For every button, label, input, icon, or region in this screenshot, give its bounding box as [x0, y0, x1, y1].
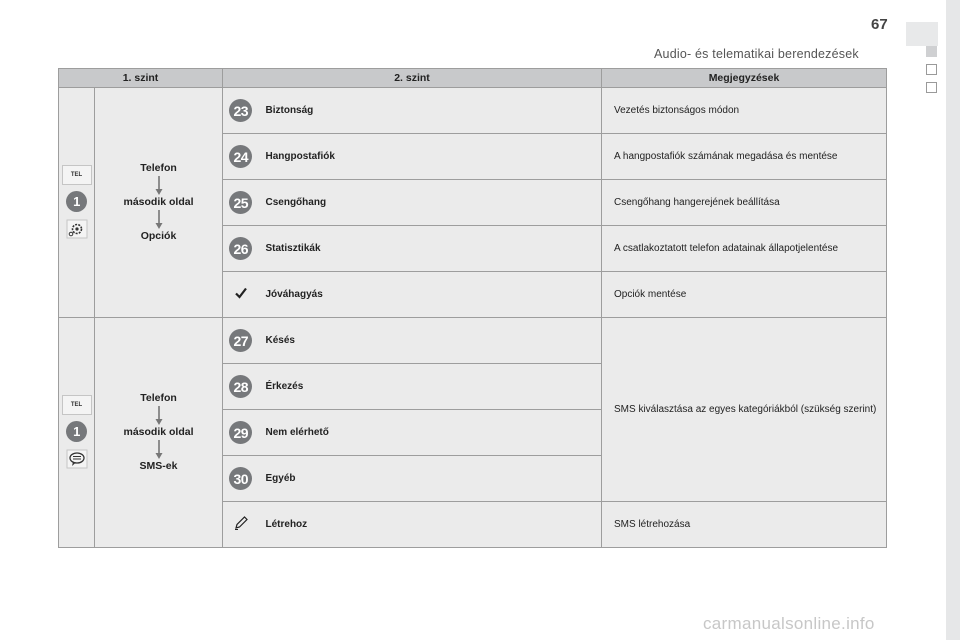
step-badge: 25 [229, 191, 252, 214]
option-note: Vezetés biztonságos módon [602, 88, 887, 134]
table-header-row [59, 69, 887, 88]
step-badge: 26 [229, 237, 252, 260]
nav-square-outline [926, 82, 937, 93]
option-label: Hangpostafiók [259, 134, 602, 180]
table-row [59, 88, 887, 134]
arrow-down-icon [154, 209, 164, 230]
nav-square-filled [926, 46, 937, 57]
option-label: Jóváhagyás [259, 272, 602, 318]
settings-gear-icon [65, 218, 89, 240]
menu-path-cell [95, 88, 223, 318]
nav-square-outline [926, 64, 937, 75]
section-title: Audio- és telematikai berendezések [654, 47, 859, 61]
settings-table [58, 68, 887, 548]
menu-item: Opciók [140, 230, 177, 242]
step-badge: 30 [229, 467, 252, 490]
step-badge: 27 [229, 329, 252, 352]
watermark: carmanualsonline.info [703, 614, 875, 633]
menu-path-cell [95, 318, 223, 548]
option-note: A csatlakoztatott telefon adatainak állapotjelentése [602, 226, 887, 272]
option-label: Csengőhang [259, 180, 602, 226]
menu-item: második oldal [123, 196, 194, 208]
step-badge: 29 [229, 421, 252, 444]
page-number: 67 [871, 16, 888, 33]
arrow-down-icon [154, 175, 164, 196]
side-strip [946, 0, 960, 640]
menu-item: SMS-ek [139, 460, 178, 472]
menu-item: Telefon [140, 162, 177, 174]
tel-button-icon: TEL [62, 165, 92, 185]
option-note: SMS létrehozása [602, 502, 887, 548]
option-label: Késés [259, 318, 602, 364]
menu-item: második oldal [123, 426, 194, 438]
option-note: Csengőhang hangerejének beállítása [602, 180, 887, 226]
option-label: Statisztikák [259, 226, 602, 272]
option-note: Opciók mentése [602, 272, 887, 318]
side-tab [906, 22, 938, 46]
option-note: SMS kiválasztása az egyes kategóriákból (szükség szerint) [602, 318, 887, 502]
tel-button-icon: TEL [62, 395, 92, 415]
arrow-down-icon [154, 439, 164, 460]
arrow-down-icon [154, 405, 164, 426]
level1-cell [59, 318, 95, 548]
option-label: Biztonság [259, 88, 602, 134]
column-header: 1. szint [59, 69, 223, 88]
option-note: A hangpostafiók számának megadása és mentése [602, 134, 887, 180]
step-badge: 1 [66, 421, 87, 442]
column-header: Megjegyzések [602, 69, 887, 88]
sms-speech-bubble-icon [65, 448, 89, 470]
column-header: 2. szint [223, 69, 602, 88]
pencil-icon [233, 515, 249, 531]
option-label: Egyéb [259, 456, 602, 502]
menu-item: Telefon [140, 392, 177, 404]
option-label: Nem elérhető [259, 410, 602, 456]
table-row [59, 318, 887, 364]
option-label: Érkezés [259, 364, 602, 410]
check-icon [234, 286, 248, 300]
step-badge: 1 [66, 191, 87, 212]
option-label: Létrehoz [259, 502, 602, 548]
step-badge: 28 [229, 375, 252, 398]
level1-cell [59, 88, 95, 318]
step-badge: 24 [229, 145, 252, 168]
step-badge: 23 [229, 99, 252, 122]
